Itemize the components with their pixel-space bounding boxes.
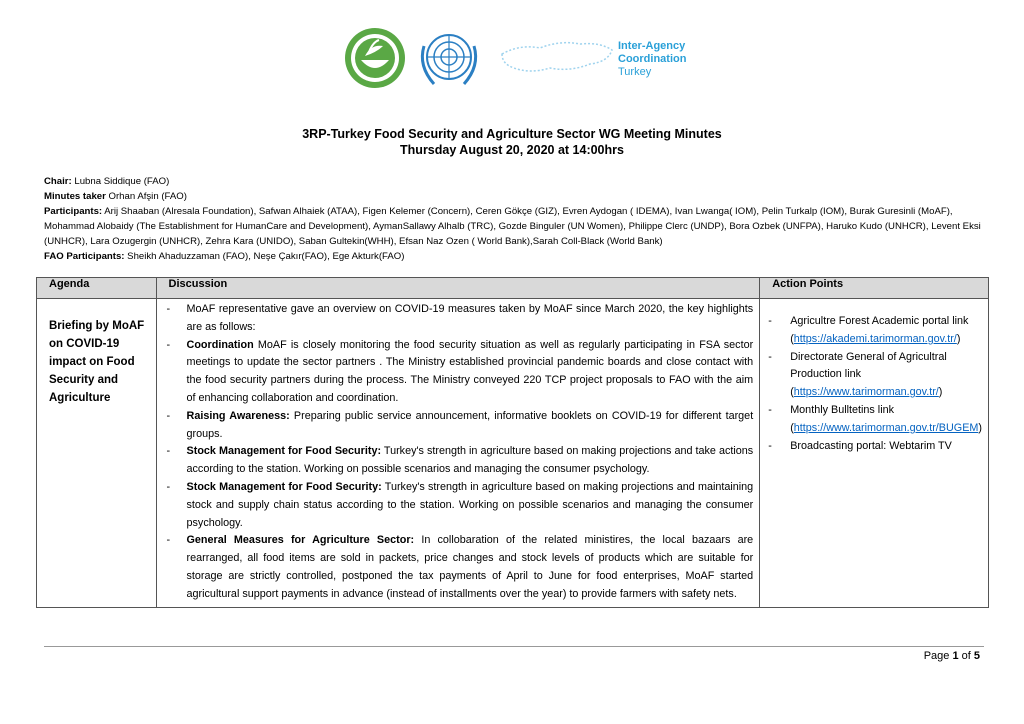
actions-cell	[760, 299, 989, 608]
footer-divider	[44, 646, 984, 647]
table-header-row	[37, 278, 989, 299]
iac-line-2: Coordination	[618, 53, 687, 65]
page-of-label: of	[958, 650, 974, 662]
directorate-link[interactable]: https://www.tarimorman.gov.tr/	[793, 386, 939, 399]
discussion-item	[167, 301, 754, 337]
minutes-value: Orhan Afşin (FAO)	[105, 191, 187, 202]
discussion-heading: Coordination	[186, 338, 254, 351]
fao-participants-row	[44, 249, 984, 264]
bulletins-link[interactable]: https://www.tarimorman.gov.tr/BUGEM	[793, 421, 979, 434]
action-text: Directorate General of Agricultral Production link	[790, 350, 947, 381]
paren-open: (	[790, 332, 794, 345]
discussion-text: Preparing public service announcement, informative booklets on COVID-19 for different target groups.	[186, 409, 754, 440]
iac-logo-text	[618, 40, 686, 79]
page-current: 1	[952, 650, 959, 662]
actions-header: Action Points	[760, 278, 989, 299]
discussion-text: MoAF representative gave an overview on COVID-19 measures taken by MoAF since March 2020, the key highlights are as follows:	[186, 303, 754, 333]
un-emblem-icon	[414, 26, 484, 92]
discussion-item	[167, 532, 754, 603]
action-item	[768, 349, 982, 402]
discussion-item	[167, 408, 754, 444]
paren-open: (	[790, 386, 794, 399]
chair-row	[44, 174, 984, 189]
title-line-1: 3RP-Turkey Food Security and Agriculture Sector WG Meeting Minutes	[302, 127, 722, 141]
discussion-text: Turkey's strength in agriculture based on making projections and maintaining stock and supply chain status according to the station. Working on possible scenarios and managing the consumer psychology.	[186, 480, 754, 529]
table-row	[37, 299, 989, 608]
paren-open: (	[790, 421, 794, 434]
minutes-table	[36, 277, 989, 608]
minutes-label: Minutes taker	[44, 191, 106, 202]
discussion-item	[167, 479, 754, 532]
participants-row	[44, 204, 984, 249]
iac-line-1: Inter-Agency	[618, 40, 686, 52]
discussion-item	[167, 443, 754, 479]
action-item	[768, 313, 982, 349]
actions-list	[768, 313, 982, 455]
action-item	[768, 402, 982, 438]
academic-portal-link[interactable]: https://akademi.tarimorman.gov.tr/	[793, 332, 957, 345]
chair-value: Lubna Siddique (FAO)	[71, 176, 170, 187]
participants-label: Participants:	[44, 206, 103, 217]
meeting-meta	[44, 174, 984, 264]
agenda-cell: Briefing by MoAF on COVID-19 impact on Food Security and Agriculture	[37, 299, 157, 608]
discussion-heading: Stock Management for Food Security:	[186, 480, 382, 493]
discussion-heading: General Measures for Agriculture Sector:	[186, 534, 415, 547]
minutes-row	[44, 189, 984, 204]
action-text: Monthly Bulltetins link	[790, 403, 895, 416]
discussion-heading: Stock Management for Food Security:	[186, 445, 382, 458]
fao-participants-value: Sheikh Ahaduzzaman (FAO), Neşe Çakır(FAO), Ege Akturk(FAO)	[124, 251, 405, 262]
participants-value: Arij Shaaban (Alresala Foundation), Safwan Alhaiek (ATAA), Figen Kelemer (Concern), Ceren Gökçe (GIZ), Evren Aydogan ( IDEMA), Ivan Lwanga( IOM), Pelin Turkalp (IOM), Burak Guresinli (MoAF), Mohammad Alobaidy (The Establishment for HumanCare and Development), AymanSallawy Alhalb (TRC), Gozde Binguler (UN Women), Philippe Clerc (UNDP), Bora Ozbek (UNFPA), Haruko Kudo (UNHCR), Levent Eksi (UNHCR), Lara Ozugergin (UNHCR), Zehra Kara (UNIDO), Saban Gultekin(WHH), Efsan Naz Ozen ( World Bank),Sarah Coll-Black (World Bank)	[44, 206, 981, 247]
header-logos	[0, 26, 1024, 96]
action-text: Agricultre Forest Academic portal link	[790, 315, 969, 327]
action-text: Broadcasting portal: Webtarim TV	[790, 439, 952, 452]
page-label: Page	[923, 650, 953, 662]
page-total: 5	[973, 650, 980, 662]
discussion-heading: Raising Awareness:	[186, 409, 290, 422]
chair-label: Chair:	[44, 176, 72, 187]
discussion-text: MoAF is closely monitoring the food security situation as well as regularly participating in FSA sector meetings to update the sector partners . The Ministry established provincial pandemic boards and close contact with the food security partners during the process. The Ministry conveyed 220 TCP project proposals to FAO with the aim of enhancing collaboration and coordination.	[186, 338, 754, 404]
discussion-item	[167, 337, 754, 408]
paren-close: )	[938, 386, 943, 399]
fao-logo-icon	[343, 26, 407, 90]
page-number	[924, 650, 980, 662]
iac-line-3: Turkey	[618, 66, 652, 78]
document-title	[0, 126, 1024, 158]
discussion-text: Turkey's strength in agriculture based on making projections and take actions according to the station. Working on possible scenarios and managing the consumer psychology.	[186, 445, 754, 476]
discussion-header: Discussion	[156, 278, 760, 299]
discussion-text: In collobaration of the related ministires, the local bazaars are rearranged, all food items are sold in packets, price changes and stock levels of products which are suitable for storage are strictly controlled, postponed the tax payments of April to June for food enterprises, MoAF started agricultural support payments in advance (instead of installments over the year) to provide farmers with safety nets.	[186, 534, 754, 600]
discussion-cell	[156, 299, 760, 608]
title-line-2: Thursday August 20, 2020 at 14:00hrs	[400, 143, 624, 157]
paren-close: )	[956, 332, 961, 345]
agenda-header: Agenda	[37, 278, 157, 299]
action-item	[768, 438, 982, 456]
paren-close: )	[978, 421, 982, 434]
discussion-list	[167, 301, 754, 604]
fao-participants-label: FAO Participants:	[44, 251, 125, 262]
